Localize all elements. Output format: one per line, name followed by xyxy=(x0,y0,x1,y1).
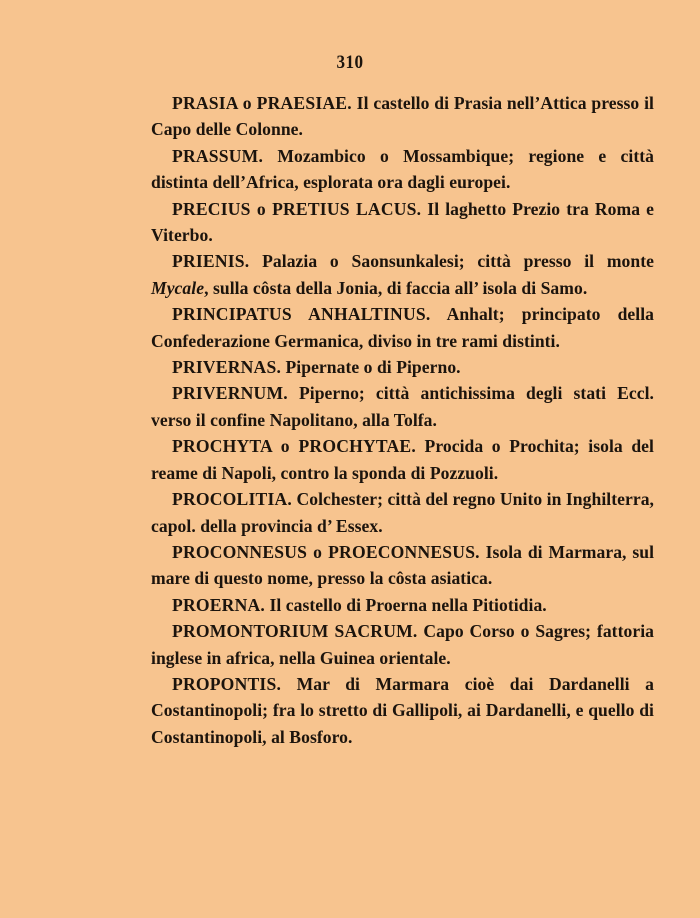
entry-italic-text: Mycale xyxy=(151,277,205,298)
page-number: 310 xyxy=(336,52,364,73)
entry-head: PRIVERNAS. xyxy=(172,357,282,378)
entry-head: PROERNA. xyxy=(172,594,265,615)
entry-head: PRECIUS o PRETIUS LACUS. xyxy=(172,198,422,219)
entry-text: Il castello di Proerna nella Pitiotidia. xyxy=(265,594,547,615)
entry-text: Anhalt; principato della Confederazione Germanica, diviso in tre rami distinti. xyxy=(151,304,654,351)
entry-promontorium xyxy=(151,618,654,671)
entry-privernum xyxy=(151,380,654,433)
entry-head: PROPONTIS. xyxy=(172,673,282,694)
entry-text: Colchester; città del regno Unito in Inghilterra, capol. della provincia d’ Essex. xyxy=(151,489,654,536)
entry-head: PRIENIS. xyxy=(172,251,250,272)
entry-precius xyxy=(151,196,654,249)
entry-head: PROCHYTA o PROCHYTAE. xyxy=(172,436,416,457)
entry-text: Palazia o Saonsunkalesi; città presso il monte xyxy=(249,251,654,272)
entry-head: PRASIA o PRAESIAE. xyxy=(172,93,352,113)
entry-text: Mozambico o Mossambique; regione e città distinta dell’Africa, esplorata ora dagli europei. xyxy=(151,145,654,193)
entry-propontis xyxy=(151,671,654,750)
entry-principatus xyxy=(151,301,654,354)
entry-head: PRASSUM. xyxy=(172,145,264,166)
entry-proerna xyxy=(151,592,654,618)
entry-prochyta xyxy=(151,433,654,486)
entry-prienis xyxy=(151,248,654,301)
entry-text: Il laghetto Prezio tra Roma e Viterbo. xyxy=(151,198,654,246)
entry-prassum xyxy=(151,143,654,196)
entry-text: , sulla côsta della Jonia, di faccia all’ isola di Samo. xyxy=(204,277,588,298)
entry-text: Piperno; città antichissima degli stati Eccl. verso il confine Napolitano, alla Tolfa. xyxy=(151,383,654,430)
entry-head: PROCONNESUS o PROECONNESUS. xyxy=(172,541,480,562)
entry-text: Pipernate o di Piperno. xyxy=(281,357,461,378)
entry-text: Il castello di Prasia nell’Attica presso il Capo delle Colonne. xyxy=(151,93,654,140)
entry-proconnesus xyxy=(151,539,654,592)
entry-head: PRINCIPATUS ANHALTINUS. xyxy=(172,304,431,325)
entry-text: Capo Corso o Sagres; fattoria inglese in africa, nella Guinea orientale. xyxy=(151,621,654,668)
entry-text: Isola di Marmara, sul mare di questo nome, presso la côsta asiatica. xyxy=(151,541,655,589)
entry-head: PROCOLITIA. xyxy=(172,489,292,510)
entry-head: PROMONTORIUM SACRUM. xyxy=(172,621,418,642)
entry-head: PRIVERNUM. xyxy=(172,383,288,404)
dictionary-entries xyxy=(151,90,654,750)
entry-text: Mar di Marmara cioè dai Dardanelli a Costantinopoli; fra lo stretto di Gallipoli, ai Dardanelli, e quello di Costantinopoli, al Bosforo. xyxy=(151,673,654,747)
entry-privernas xyxy=(151,354,654,380)
entry-procolitia xyxy=(151,486,654,539)
entry-prasia xyxy=(151,90,654,143)
entry-text: Procida o Prochita; isola del reame di Napoli, contro la sponda di Pozzuoli. xyxy=(151,436,654,483)
